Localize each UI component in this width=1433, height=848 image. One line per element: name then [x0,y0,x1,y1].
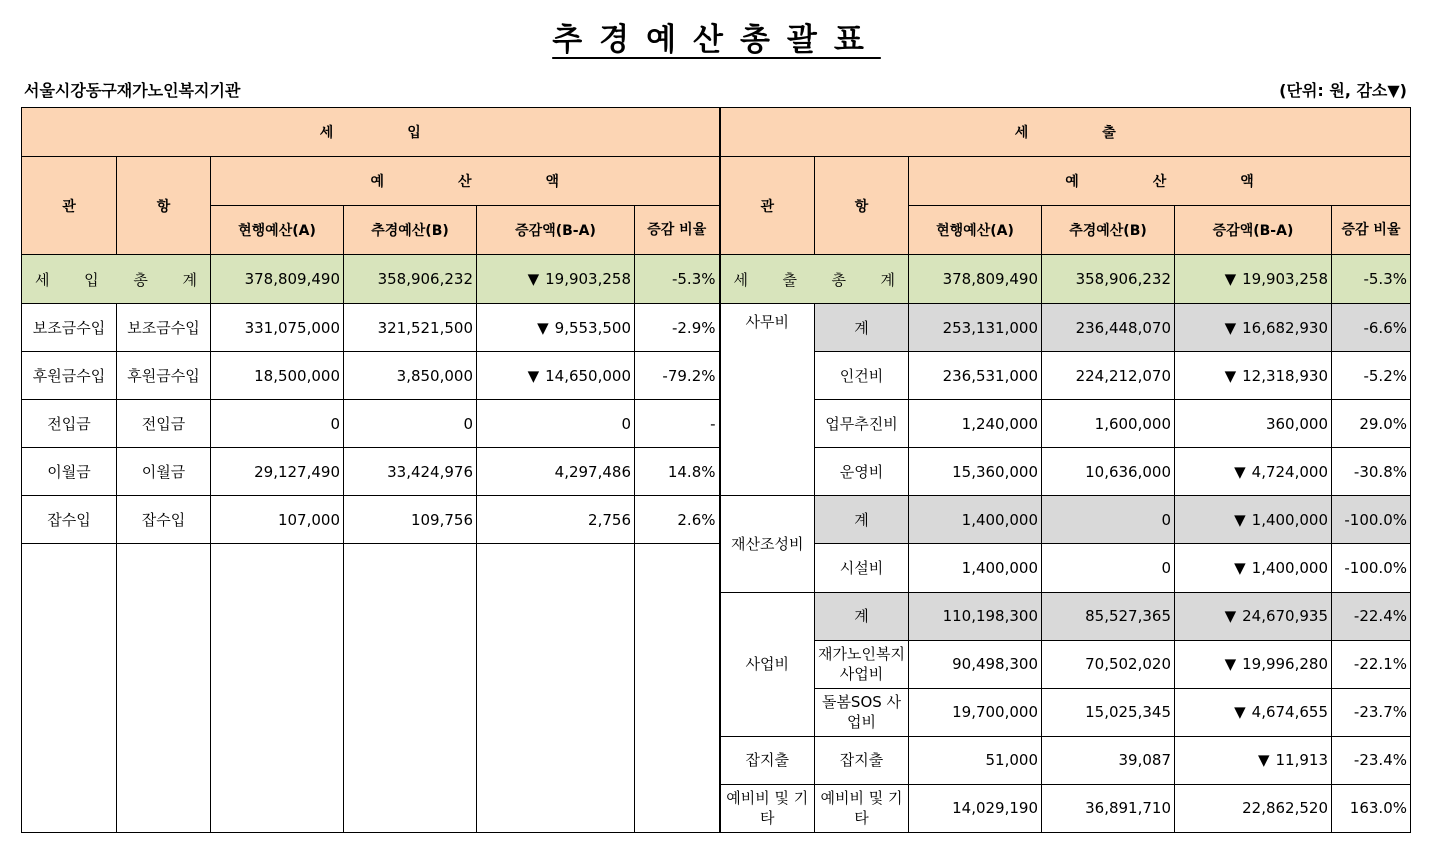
diff-value: 0 [621,414,631,433]
income-empty-cell [477,592,635,640]
income-hang: 잡수입 [117,496,211,544]
income-empty-cell [22,784,117,832]
expense-hang-header: 항 [815,157,909,255]
expense-hang: 인건비 [815,352,909,400]
income-empty-cell [344,544,477,592]
decrease-marker: ▼ [1224,318,1237,337]
income-hang: 후원금수입 [117,352,211,400]
diff-value: 24,670,935 [1242,607,1328,626]
expense-revised: 39,087 [1042,736,1175,784]
diff-value: 19,996,280 [1242,655,1328,674]
expense-ratio: -23.4% [1332,736,1411,784]
expense-budget-header: 예산액 [909,157,1411,206]
income-empty-cell [635,544,720,592]
income-empty-cell [477,784,635,832]
income-empty-cell [211,592,344,640]
page-title: 추경예산총괄표 [552,22,881,58]
expense-revised: 224,212,070 [1042,352,1175,400]
income-empty-cell [344,688,477,736]
diff-value: 14,650,000 [545,366,631,385]
unit-note: (단위: 원, 감소▼) [1279,81,1407,100]
income-empty-cell [117,784,211,832]
expense-revised: 10,636,000 [1042,448,1175,496]
expense-diff [1175,736,1332,784]
expense-current: 51,000 [909,736,1042,784]
income-empty-cell [22,592,117,640]
table-row [22,448,1411,496]
income-total-revised: 358,906,232 [344,255,477,304]
income-gwan: 이월금 [22,448,117,496]
expense-ratio: -6.6% [1332,304,1411,352]
table-row [22,736,1411,784]
income-current: 29,127,490 [211,448,344,496]
income-empty-cell [117,688,211,736]
expense-ratio: 163.0% [1332,784,1411,832]
expense-ratio-header: 증감 비율 [1332,206,1411,255]
income-ratio-header: 증감 비율 [635,206,720,255]
expense-current-header: 현행예산(A) [909,206,1042,255]
expense-current: 19,700,000 [909,688,1042,736]
income-empty-cell [344,592,477,640]
income-empty-cell [211,544,344,592]
income-gwan: 보조금수입 [22,304,117,352]
decrease-marker: ▼ [1257,751,1270,770]
expense-current: 110,198,300 [909,592,1042,640]
expense-gwan-header: 관 [720,157,815,255]
income-revised-header: 추경예산(B) [344,206,477,255]
diff-value: 4,724,000 [1251,462,1328,481]
income-empty-cell [635,736,720,784]
expense-revised: 0 [1042,544,1175,592]
income-diff [477,496,635,544]
diff-value: 12,318,930 [1242,366,1328,385]
income-ratio: 2.6% [635,496,720,544]
decrease-marker: ▼ [537,318,549,337]
income-empty-cell [22,736,117,784]
income-ratio: 14.8% [635,448,720,496]
diff-value: 4,297,486 [554,462,631,481]
income-current: 0 [211,400,344,448]
expense-diff [1175,592,1332,640]
diff-value: 19,903,258 [1242,270,1328,289]
decrease-marker: ▼ [527,270,540,289]
income-empty-cell [117,640,211,688]
expense-diff [1175,640,1332,688]
income-current: 107,000 [211,496,344,544]
expense-revised: 36,891,710 [1042,784,1175,832]
income-empty-cell [635,592,720,640]
table-row [22,352,1411,400]
expense-hang: 재가노인복지 사업비 [815,640,909,688]
income-gwan: 후원금수입 [22,352,117,400]
expense-revised: 15,025,345 [1042,688,1175,736]
expense-ratio: 29.0% [1332,400,1411,448]
expense-diff [1175,496,1332,544]
decrease-marker: ▼ [1224,270,1237,289]
expense-current: 15,360,000 [909,448,1042,496]
expense-hang: 예비비 및 기타 [815,784,909,832]
income-empty-cell [477,544,635,592]
income-empty-cell [477,736,635,784]
expense-diff [1175,400,1332,448]
expense-subtotal-label: 계 [815,592,909,640]
expense-current: 90,498,300 [909,640,1042,688]
expense-gwan: 사업비 [720,592,815,736]
decrease-marker: ▼ [1234,510,1246,529]
diff-value: 4,674,655 [1251,703,1328,722]
income-empty-cell [211,688,344,736]
expense-diff [1175,544,1332,592]
expense-revised: 1,600,000 [1042,400,1175,448]
income-empty-cell [211,736,344,784]
income-current: 18,500,000 [211,352,344,400]
expense-revised: 0 [1042,496,1175,544]
expense-current: 1,400,000 [909,544,1042,592]
income-empty-cell [22,544,117,592]
expense-ratio: -22.4% [1332,592,1411,640]
income-diff [477,448,635,496]
expense-diff-header: 증감액(B-A) [1175,206,1332,255]
expense-revised: 70,502,020 [1042,640,1175,688]
expense-gwan: 사무비 [720,304,815,496]
income-empty-cell [117,736,211,784]
income-empty-cell [22,688,117,736]
income-hang: 전입금 [117,400,211,448]
decrease-marker: ▼ [1224,366,1237,385]
income-revised: 321,521,500 [344,304,477,352]
decrease-marker: ▼ [1224,655,1237,674]
expense-diff [1175,304,1332,352]
expense-total-ratio: -5.3% [1332,255,1411,304]
income-ratio: -2.9% [635,304,720,352]
income-diff [477,304,635,352]
income-empty-cell [635,640,720,688]
income-total-current: 378,809,490 [211,255,344,304]
income-gwan: 잡수입 [22,496,117,544]
income-empty-cell [211,640,344,688]
income-diff-header: 증감액(B-A) [477,206,635,255]
income-empty-cell [635,688,720,736]
expense-hang: 돌봄SOS 사업비 [815,688,909,736]
diff-value: 11,913 [1275,751,1328,770]
expense-total-diff [1175,255,1332,304]
expense-revised-header: 추경예산(B) [1042,206,1175,255]
income-current: 331,075,000 [211,304,344,352]
income-diff [477,352,635,400]
income-diff [477,400,635,448]
expense-gwan: 예비비 및 기타 [720,784,815,832]
expense-hang: 업무추진비 [815,400,909,448]
expense-revised: 236,448,070 [1042,304,1175,352]
income-gwan-header: 관 [22,157,117,255]
income-current-header: 현행예산(A) [211,206,344,255]
income-total-diff [477,255,635,304]
expense-gwan: 잡지출 [720,736,815,784]
expense-hang: 시설비 [815,544,909,592]
expense-header: 세출 [720,108,1411,157]
table-row [22,255,1411,304]
income-header: 세입 [22,108,720,157]
expense-diff [1175,448,1332,496]
table-row [22,544,1411,592]
income-budget-header: 예산액 [211,157,720,206]
expense-current: 236,531,000 [909,352,1042,400]
budget-body [22,255,1411,833]
expense-subtotal-label: 계 [815,304,909,352]
income-hang-header: 항 [117,157,211,255]
table-row [22,304,1411,352]
table-row [22,688,1411,736]
expense-ratio: -100.0% [1332,496,1411,544]
decrease-marker: ▼ [1224,607,1237,626]
expense-subtotal-label: 계 [815,496,909,544]
expense-ratio: -23.7% [1332,688,1411,736]
income-revised: 3,850,000 [344,352,477,400]
expense-ratio: -100.0% [1332,544,1411,592]
decrease-marker: ▼ [527,366,540,385]
expense-ratio: -22.1% [1332,640,1411,688]
expense-hang: 운영비 [815,448,909,496]
expense-total-label: 세 출 총 계 [720,255,909,304]
table-row [22,496,1411,544]
income-total-ratio: -5.3% [635,255,720,304]
income-empty-cell [117,592,211,640]
income-empty-cell [117,544,211,592]
income-gwan: 전입금 [22,400,117,448]
income-hang: 이월금 [117,448,211,496]
income-empty-cell [344,784,477,832]
expense-ratio: -5.2% [1332,352,1411,400]
expense-current: 1,400,000 [909,496,1042,544]
diff-value: 1,400,000 [1251,559,1328,577]
table-row [22,640,1411,688]
income-revised: 0 [344,400,477,448]
expense-diff [1175,784,1332,832]
expense-current: 253,131,000 [909,304,1042,352]
expense-hang: 잡지출 [815,736,909,784]
income-empty-cell [22,640,117,688]
diff-value: 1,400,000 [1251,510,1328,529]
income-empty-cell [344,640,477,688]
decrease-marker: ▼ [1234,703,1246,722]
income-empty-cell [211,784,344,832]
diff-value: 16,682,930 [1242,318,1328,337]
income-revised: 109,756 [344,496,477,544]
expense-total-revised: 358,906,232 [1042,255,1175,304]
income-ratio: -79.2% [635,352,720,400]
income-empty-cell [344,736,477,784]
income-total-label: 세 입 총 계 [22,255,211,304]
expense-gwan: 재산조성비 [720,496,815,592]
table-row [22,400,1411,448]
decrease-marker: ▼ [1234,462,1246,481]
expense-current: 1,240,000 [909,400,1042,448]
income-hang: 보조금수입 [117,304,211,352]
expense-ratio: -30.8% [1332,448,1411,496]
income-empty-cell [477,688,635,736]
expense-revised: 85,527,365 [1042,592,1175,640]
diff-value: 22,862,520 [1242,799,1328,818]
diff-value: 2,756 [588,510,631,529]
income-ratio: - [635,400,720,448]
table-row [22,592,1411,640]
income-empty-cell [635,784,720,832]
expense-total-current: 378,809,490 [909,255,1042,304]
organization-name: 서울시강동구재가노인복지기관 [24,81,241,100]
table-row [22,784,1411,832]
budget-summary-table [21,107,1411,833]
diff-value: 360,000 [1265,414,1328,433]
diff-value: 19,903,258 [545,270,631,289]
expense-diff [1175,352,1332,400]
income-empty-cell [477,640,635,688]
diff-value: 9,553,500 [554,318,631,337]
income-revised: 33,424,976 [344,448,477,496]
expense-diff [1175,688,1332,736]
expense-current: 14,029,190 [909,784,1042,832]
decrease-marker: ▼ [1234,559,1246,577]
